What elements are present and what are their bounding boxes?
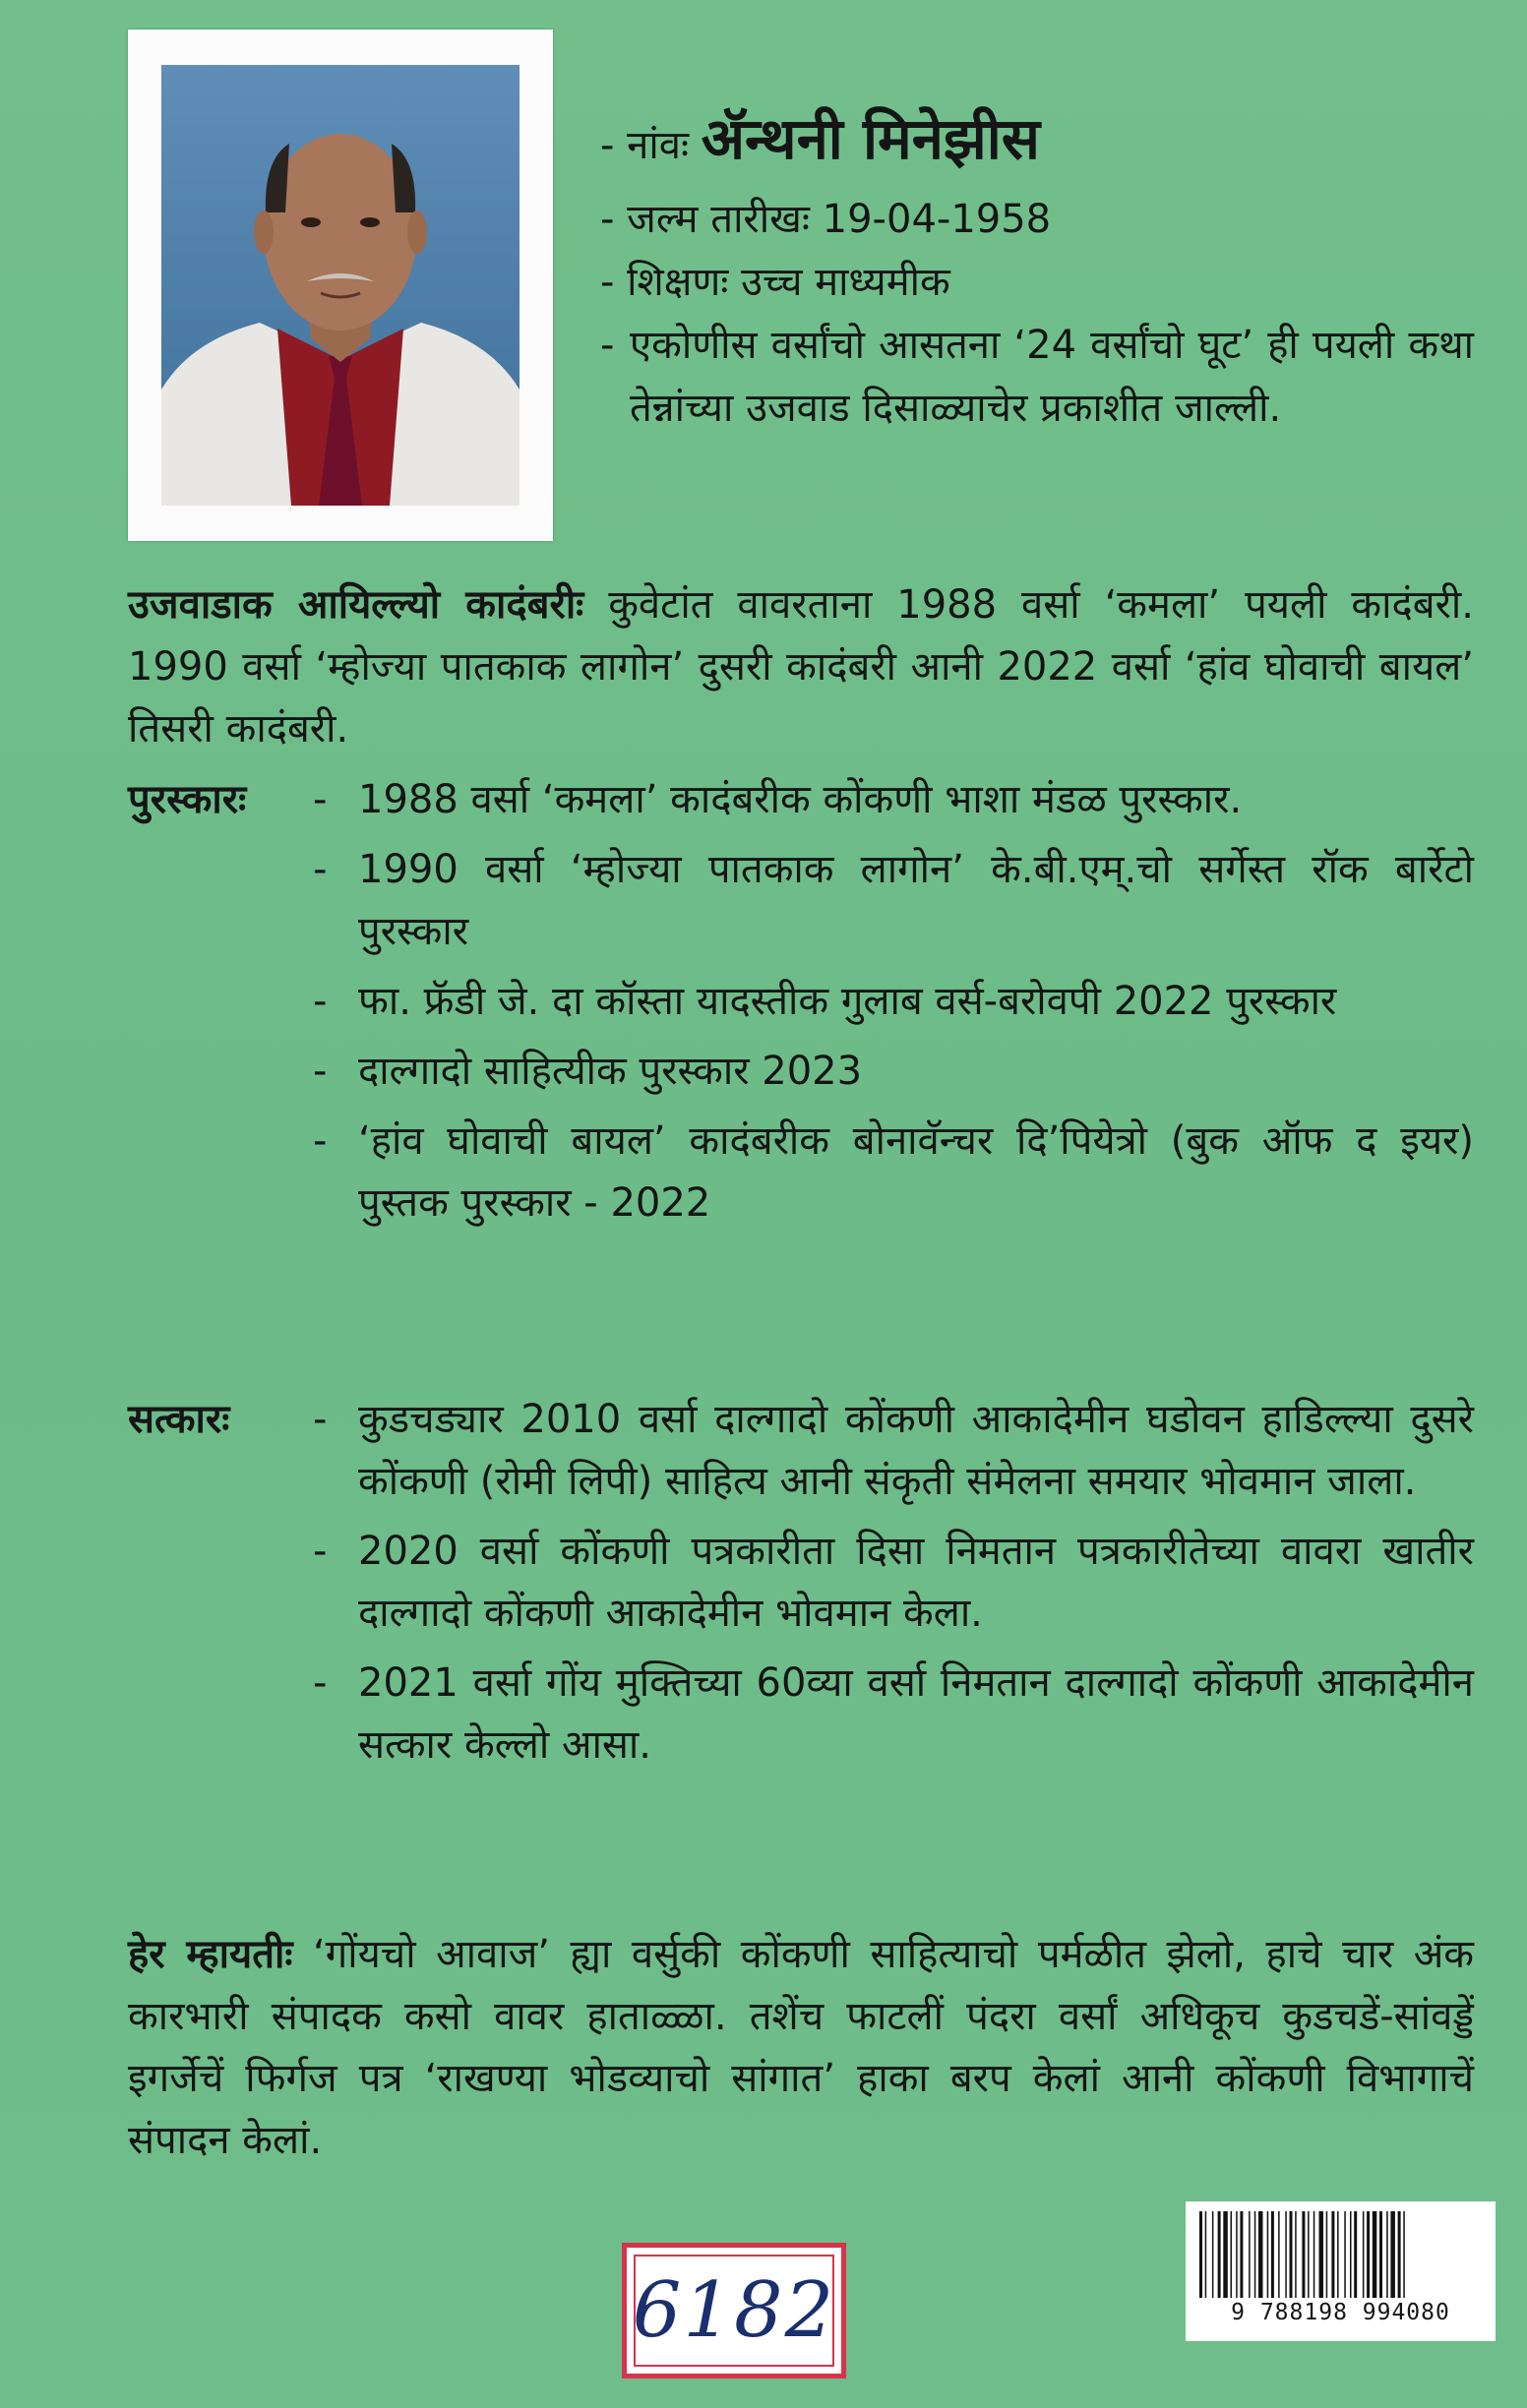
author-name-line <box>600 98 1474 186</box>
novels-text: कुवेटांत वावरताना 1988 वर्सा ‘कमला’ पयली कादंबरी. 1990 वर्सा ‘म्होज्या पातकाक लागोन’ दुसरी कादंबरी आनी 2022 वर्सा ‘हांव घोवाची बायल’ तिसरी कादंबरी. <box>128 582 1475 752</box>
author-name: ॲन्थनी मिनेझीस <box>701 105 1040 172</box>
honours-list <box>313 1389 1474 1784</box>
isbn-number: 9 788198 994080 <box>1231 2300 1450 2325</box>
list-item: - कुडचड्यार 2010 वर्सा दाल्गादो कोंकणी आकादेमीन घडोवन हाडिल्ल्या दुसरे कोंकणी (रोमी लिपी) साहित्य आनी संकृती संमेलना समयार भोवमान जाला. <box>313 1397 1474 1504</box>
author-bio <box>600 98 1474 440</box>
list-item: - 2020 वर्सा कोंकणी पत्रकारीता दिसा निमतान पत्रकारीतेच्या वावरा खातीर दाल्गादो कोंकणी आकादेमीन भोवमान केला. <box>313 1529 1474 1636</box>
library-stamp <box>622 2243 846 2378</box>
honours-label: सत्कारः <box>128 1397 230 1442</box>
dash: - <box>600 323 615 368</box>
list-item: - 1990 वर्सा ‘म्होज्या पातकाक लागोन’ के.बी.एम्.चो सर्गेस्त रॉक बार्रेटो पुरस्कार <box>313 847 1474 954</box>
awards-list <box>313 769 1474 1242</box>
other-info-paragraph <box>128 1924 1474 2172</box>
first-story <box>600 314 1474 440</box>
stamp-number: 6182 <box>634 2255 834 2367</box>
novels-paragraph <box>128 574 1474 760</box>
name-label: - नांवः <box>600 123 702 168</box>
author-photo-frame <box>128 30 553 541</box>
author-portrait <box>161 65 519 506</box>
list-item: - फा. फ्रॅडी जे. दा कॉस्ता यादस्तीक गुलाब वर्स-बरोवपी 2022 पुरस्कार <box>313 979 1337 1024</box>
isbn-barcode <box>1186 2201 1496 2341</box>
list-item: - 1988 वर्सा ‘कमला’ कादंबरीक कोंकणी भाशा मंडळ पुरस्कार. <box>313 777 1243 822</box>
first-story-text: एकोणीस वर्सांचो आसतना ‘24 वर्सांचो घूट’ ही पयली कथा तेन्नांच्या उजवाड दिसाळ्याचेर प्रकाशीत जाल्ली. <box>630 323 1474 431</box>
other-info-text: ‘गोंयचो आवाज’ ह्या वर्सुकी कोंकणी साहित्याचो पर्मळीत झेलो, हाचे चार अंक कारभारी संपादक कसो वावर हाताळ्ळा. तशेंच फाटलीं पंदरा वर्सां अधिकूच कुडचडें-सांवड्डें इगर्जेचें फिर्गज पत्र ‘राखण्या भोडव्याचो सांगात’ हाका बरप केलां आनी कोंकणी विभागाचें संपादन केलां. <box>128 1932 1474 2163</box>
other-info-label: हेर म्हायतीः <box>128 1932 293 1977</box>
list-item: - दाल्गादो साहित्यीक पुरस्कार 2023 <box>313 1049 863 1094</box>
date-of-birth: - जल्म तारीखः 19-04-1958 <box>600 197 1052 242</box>
awards-label: पुरस्कारः <box>128 777 247 822</box>
list-item: - 2021 वर्सा गोंय मुक्तिच्या 60व्या वर्सा निमतान दाल्गादो कोंकणी आकादेमीन सत्कार केल्लो आसा. <box>313 1660 1474 1768</box>
list-item: - ‘हांव घोवाची बायल’ कादंबरीक बोनावॅन्चर दि’पियेत्रो (बुक ऑफ द इयर) पुस्तक पुरस्कार - 2022 <box>313 1118 1474 1226</box>
education: - शिक्षणः उच्च माध्यमीक <box>600 260 950 305</box>
barcode-bars <box>1197 2211 1484 2298</box>
novels-label: उजवाडाक आयिल्ल्यो कादंबरीः <box>128 582 584 628</box>
